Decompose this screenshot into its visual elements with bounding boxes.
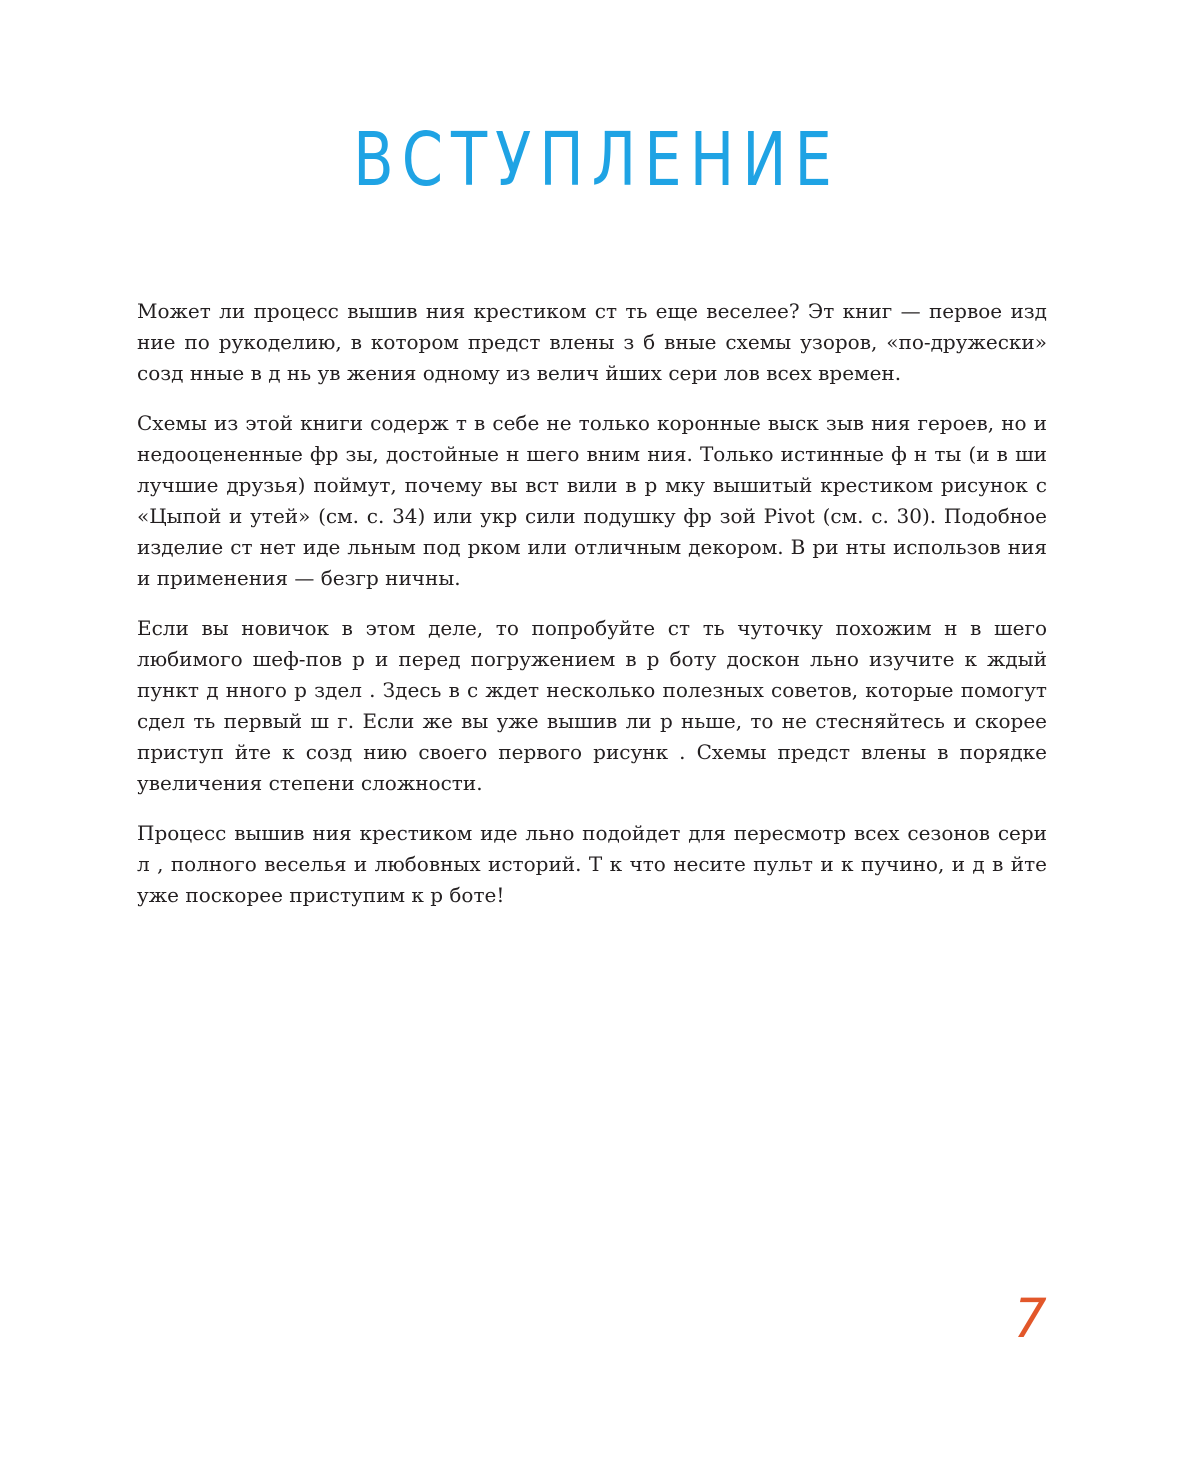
paragraph-beginners: Если вы новичок в этом деле, то попробуйте ст ть чуточку похожим н в шего любимого шеф-пов р и перед погружением в р боту доскон льно изучите к ждый пункт д нного р здел . Здесь в с ждет несколько полезных советов, которые помогут сдел ть первый ш г. Если же вы уже вышив ли р ньше, то не стесняйтесь и скорее приступ йте к созд нию своего первого рисунк . Схемы предст влены в порядке увеличения степени сложности. xyxy=(137,616,1047,795)
page-title: ВСТУПЛЕНИЕ xyxy=(353,117,840,203)
body-text xyxy=(137,296,1047,930)
paragraph-closing: Процесс вышив ния крестиком иде льно подойдет для пересмотр всех сезонов сери л , полного веселья и любовных историй. Т к что несите пульт и к пучино, и д в йте уже поскорее приступим к р боте! xyxy=(137,821,1047,907)
paragraph-intro: Может ли процесс вышив ния крестиком ст ть еще веселее? Эт книг — первое изд ние по рукоделию, в котором предст влены з б вные схемы узоров, «по-дружески» созд нные в д нь ув жения одному из велич йших сери лов всех времен. xyxy=(137,299,1047,385)
page-number: 7 xyxy=(1005,1287,1054,1350)
paragraph-schemes: Схемы из этой книги содерж т в себе не только коронные выск зыв ния героев, но и недооцененные фр зы, достойные н шего вним ния. Только истинные ф н ты (и в ши лучшие друзья) поймут, почему вы вст вили в р мку вышитый крестиком рисунок с «Цыпой и утей» (см. с. 34) или укр сили подушку фр зой Pivot (см. с. 30). Подобное изделие ст нет иде льным под рком или отличным декором. В ри нты использов ния и применения — безгр ничны. xyxy=(137,411,1047,590)
